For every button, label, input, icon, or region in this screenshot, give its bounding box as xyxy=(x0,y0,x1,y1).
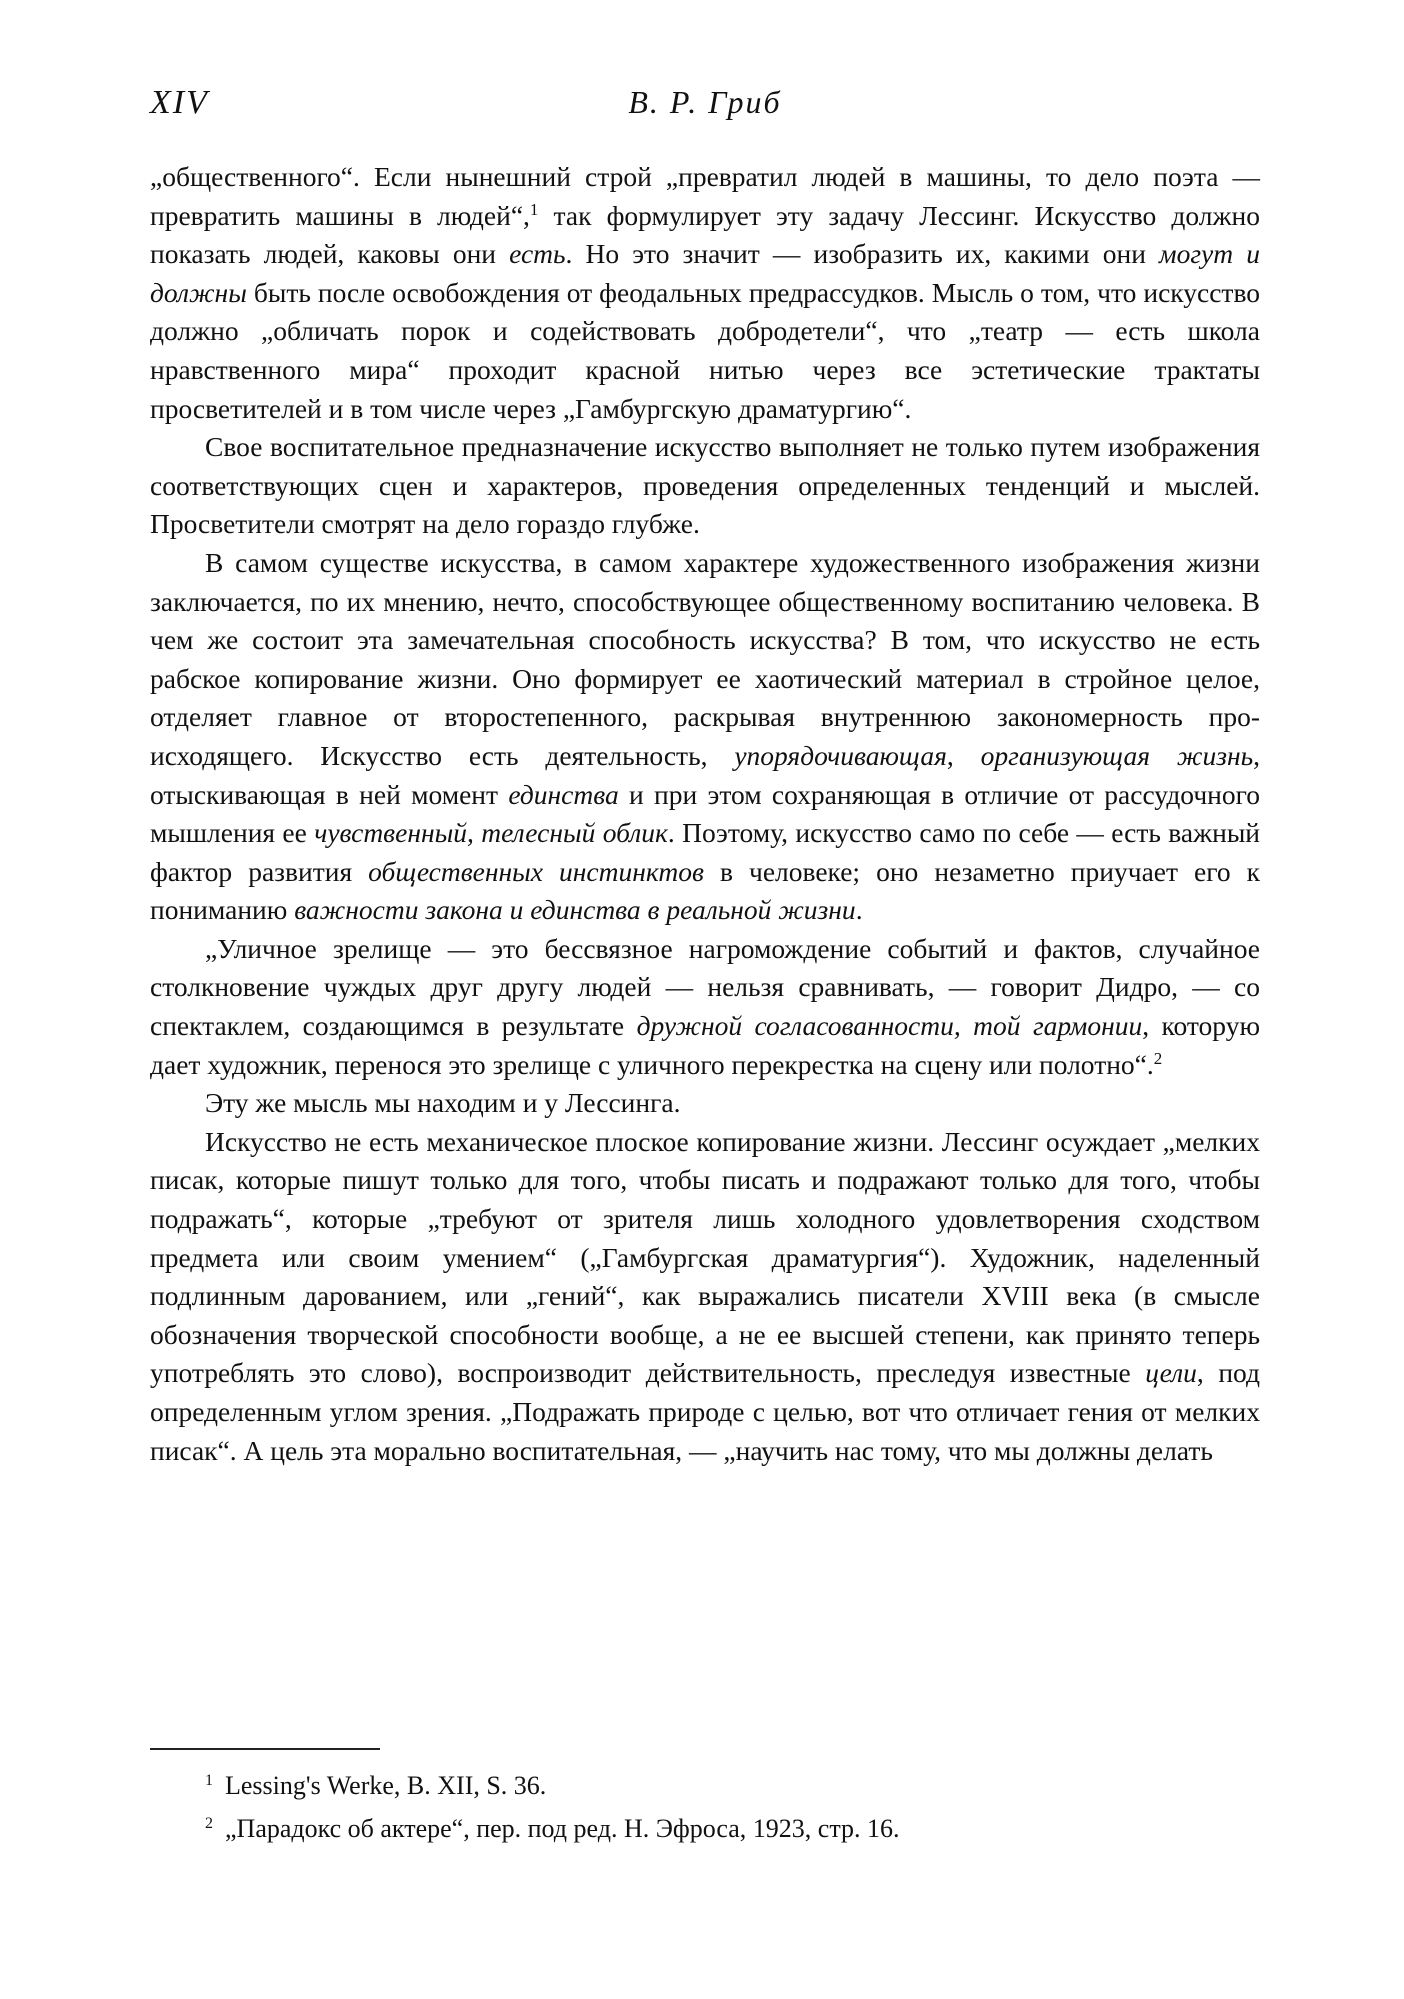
text-run: „общественного“. Если нынешний строй „превратил людей в машины, то дело поэта — превратить машины в людей“, xyxy=(150,161,1260,231)
text-run: в человеке; оно незаметно приучает его к пониманию xyxy=(150,855,1260,926)
footnote-reference: 1 xyxy=(529,199,539,219)
emphasis-text: организующая жизнь xyxy=(980,739,1254,771)
emphasis-text: чувственный, телесный облик xyxy=(314,817,668,849)
running-head-author: В. Р. Гриб xyxy=(628,84,782,120)
text-run: В самом существе искусства, в самом характере художественного изображения жизни заключается, по их мнению, нечто, способствующее общественному воспитанию человека. В чем же состоит эта замечательная способность искусства? В том, что искусство не есть рабское копирование жизни. Оно формирует ее хаотический материал в стройное целое, отделяет главное от второстепенного, раскрывая внутреннюю закономерность происходящего. Искусство есть деятельность, xyxy=(150,546,1260,771)
emphasis-text: единства xyxy=(508,778,619,810)
emphasis-text: цели xyxy=(1145,1357,1197,1389)
text-run: , которую дает художник, перенося это зрелище с уличного перекрестка на сцену или полотно“. xyxy=(150,1010,1260,1080)
text-run: Свое воспитательное предназначение искусство выполняет не только путем изображения соответствующих сцен и характеров, проведения определенных тенденций и мыслей. Просветители смотрят на дело гораздо глубже. xyxy=(150,431,1260,540)
footnote-text: „Парадокс об актере“, пер. под ред. Н. Эфроса, 1923, стр. 16. xyxy=(225,1814,900,1843)
emphasis-text: важности закона и единства в реальной жизни xyxy=(294,894,856,926)
footnote-mark: 1 xyxy=(205,1772,213,1789)
text-run: быть после освобождения от феодальных предрассудков. Мысль о том, что искусство должно „обличать порок и содействовать добродетели“, что „театр — есть школа нравственного мира“ проходит красной нитью через все эстетические трактаты просветителей и в том числе через „Гамбургскую драматургию“. xyxy=(150,276,1260,424)
paragraph xyxy=(150,428,1260,544)
footnote-item xyxy=(205,1805,1255,1848)
footnote-mark: 2 xyxy=(205,1815,213,1832)
paragraph xyxy=(150,158,1260,428)
text-run: . Поэтому, искусство само по себе — есть важный фактор развития xyxy=(150,817,1261,887)
paragraph xyxy=(150,930,1260,1084)
text-run: и при этом сохраняющая в отличие от рассудочного мышления ее xyxy=(150,778,1260,849)
text-run: . Но это значит — изобразить их, какими они xyxy=(565,238,1160,270)
emphasis-text: есть xyxy=(509,238,566,270)
footnote-text: Lessing's Werke, B. XII, S. 36. xyxy=(225,1771,547,1800)
text-run: . xyxy=(855,894,863,926)
text-run: , под определенным углом зрения. „Подражать природе с целью, вот что отличает гения от мелких писак“. А цель эта морально воспитательная, — „научить нас тому, что мы должны делать xyxy=(150,1357,1260,1466)
paragraph xyxy=(150,544,1260,930)
text-run: , отыскивающая в ней момент xyxy=(150,739,1260,810)
emphasis-text: упорядочивающая xyxy=(734,739,947,771)
text-run: „Уличное зрелище — это бессвязное нагромождение событий и фактов, случайное столкновение чуждых друг другу людей — нельзя сравнивать, — говорит Дидро, — со спектаклем, создающимся в результате xyxy=(150,932,1260,1042)
page-header xyxy=(150,84,1260,128)
footnotes xyxy=(205,1762,1255,1848)
paragraph xyxy=(150,1084,1260,1123)
text-run: Искусство не есть механическое плоское копирование жизни. Лессинг осуждает „мелких писак, которые пишут только для того, чтобы писать и подражают только для того, чтобы подражать“, которые „требуют от зрителя лишь холодного удовлетворения сходством предмета или своим умением“ („Гамбургская драматургия“). Художник, наделенный подлинным дарованием, или „гений“, как выражались писатели XVIII века (в смысле обозначения творческой способности вообще, а не ее высшей степени, как принято теперь употреблять это слово), воспроизводит действительность, преследуя известные xyxy=(150,1125,1260,1389)
text-run: , xyxy=(946,739,981,771)
footnote-divider xyxy=(150,1748,380,1750)
text-run: так формулирует эту задачу Лессинг. Искусство должно показать людей, каковы они xyxy=(150,199,1260,270)
page-number: XIV xyxy=(150,84,209,121)
text-run: Эту же мысль мы находим и у Лессинга. xyxy=(205,1087,681,1119)
main-text xyxy=(150,158,1260,1470)
paragraph xyxy=(150,1123,1260,1470)
emphasis-text: могут и должны xyxy=(150,238,1260,308)
footnote-reference: 2 xyxy=(1153,1048,1163,1068)
emphasis-text: дружной согласованности, той гармонии xyxy=(636,1010,1143,1042)
footnote-item xyxy=(205,1762,1255,1805)
emphasis-text: общественных инстинктов xyxy=(368,855,704,887)
